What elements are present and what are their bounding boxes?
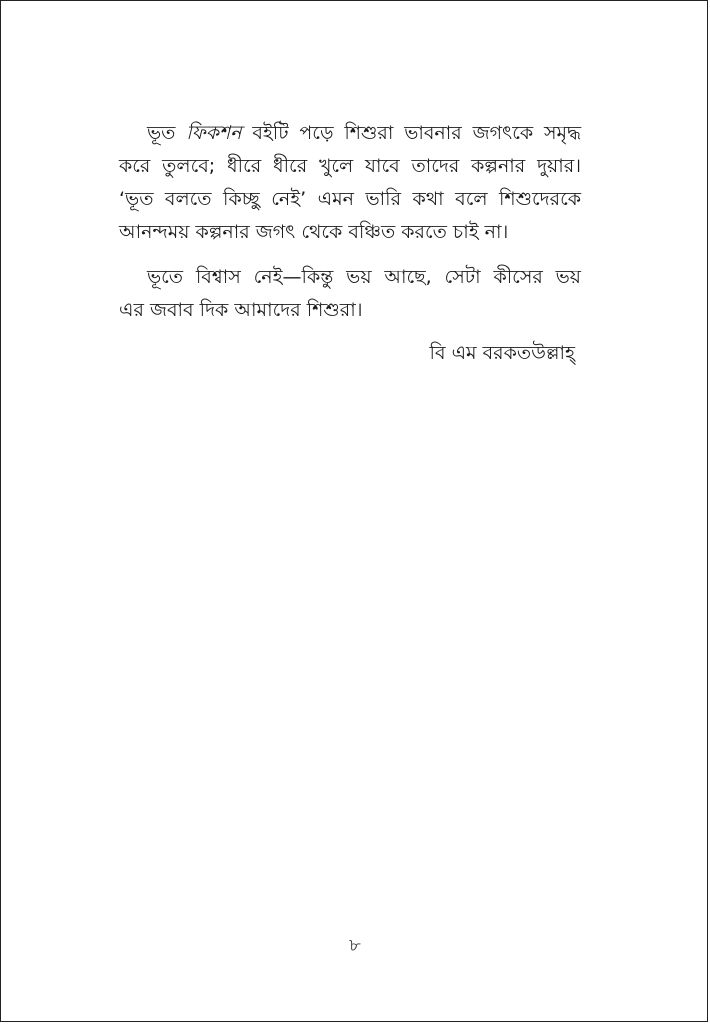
text-run: ভূত [147, 122, 187, 144]
page-number: ৮ [349, 935, 361, 956]
paragraph-line: ভূতে বিশ্বাস নেই—কিন্তু ভয় আছে, সেটা কীসের ভয় [147, 266, 581, 288]
italic-book-title: ফিকশন [186, 122, 242, 144]
paragraph-line: এর জবাব দিক আমাদের শিশুরা। [119, 299, 363, 321]
paragraph-line [119, 117, 581, 150]
author-signature: বি এম বরকতউল্লাহ্ [429, 342, 575, 364]
paragraph-2 [119, 261, 581, 327]
paragraph-1 [119, 117, 581, 249]
body-text [119, 117, 581, 327]
paragraph-line: আনন্দময় কল্পনার জগৎ থেকে বঞ্চিত করতে চাই না। [119, 221, 509, 243]
paragraph-line: করে তুলবে; ধীরে ধীরে খুলে যাবে তাদের কল্পনার দুয়ার। [119, 155, 581, 177]
paragraph-line: ‘ভূত বলতে কিচ্ছু নেই’ এমন ভারি কথা বলে শিশুদেরকে [119, 188, 581, 210]
text-run: বইটি পড়ে শিশুরা ভাবনার জগৎকে সমৃদ্ধ [241, 122, 582, 144]
